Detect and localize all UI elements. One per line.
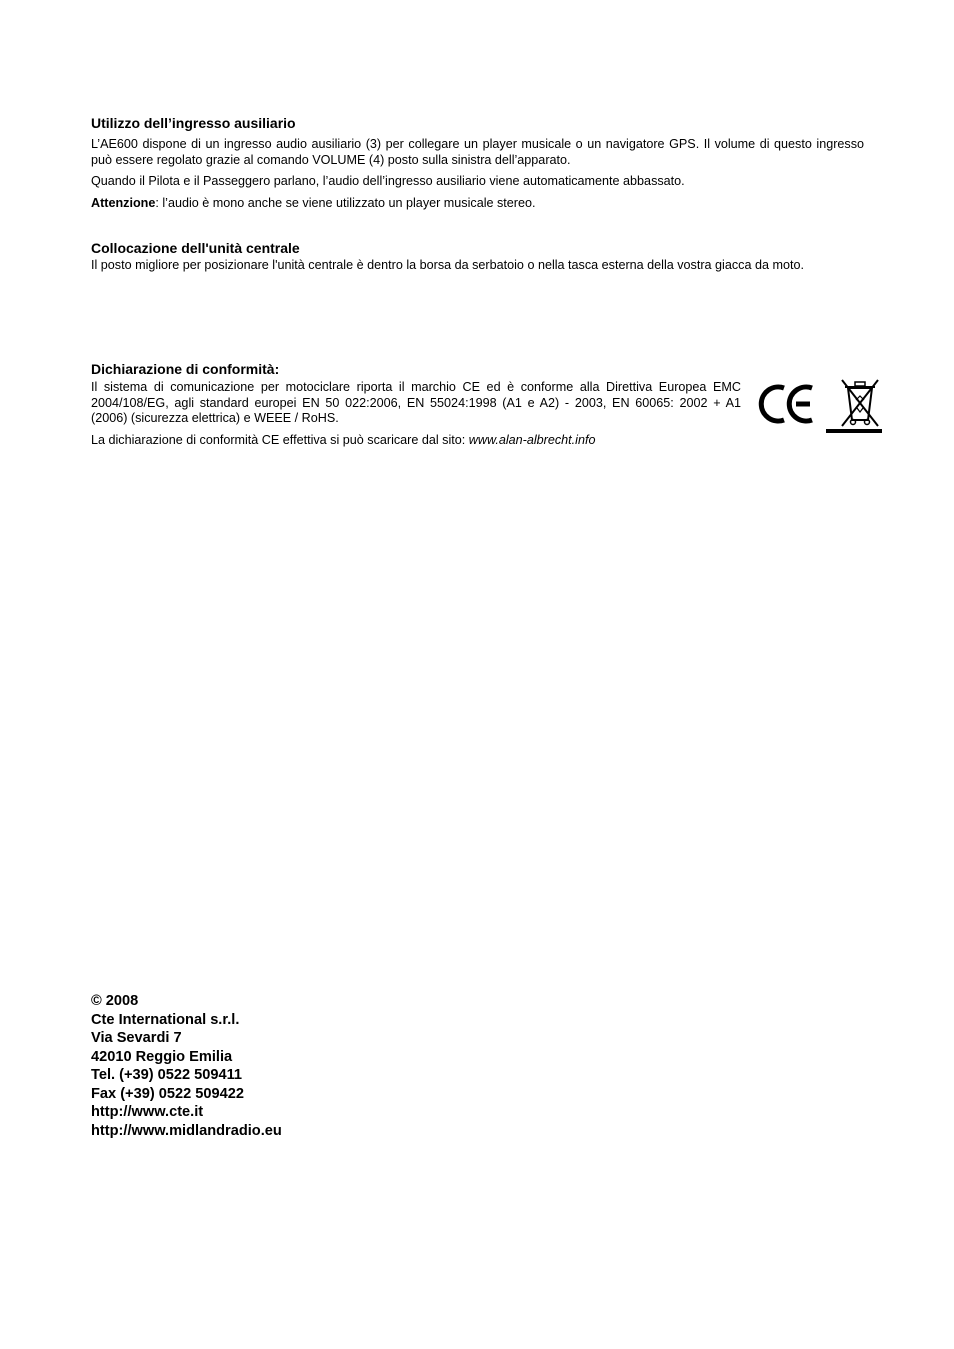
paragraph: Il sistema di comunicazione per motociclare riporta il marchio CE ed è conforme alla Direttiva Europea EMC 2004/108/EG, agli standard europei EN 50 022:2006, EN 55024:1998 (A1 e A2) - 2003, EN 60065: 2002 + A1 (2006) (sicurezza elettrica) e WEEE / RoHS.: [91, 380, 741, 426]
phone: Tel. (+39) 0522 509411: [91, 1067, 243, 1083]
download-text: La dichiarazione di conformità CE effettiva si può scaricare dal sito:: [91, 432, 469, 447]
ce-mark-icon: [761, 387, 812, 421]
company-contacts: [91, 992, 282, 1140]
section-aux-input: [91, 115, 864, 217]
conformity-marks: [756, 374, 884, 436]
warning-label: Attenzione: [91, 195, 156, 210]
section-placement: [91, 240, 864, 274]
website-link[interactable]: http://www.cte.it: [91, 1104, 204, 1120]
paragraph: [91, 433, 741, 449]
fax: Fax (+39) 0522 509422: [91, 1085, 244, 1102]
paragraph: [91, 196, 864, 212]
address-street: Via Sevardi 7: [91, 1030, 182, 1046]
website-link[interactable]: http://www.midlandradio.eu: [91, 1122, 282, 1139]
section-title: Utilizzo dell’ingresso ausiliario: [91, 115, 296, 131]
paragraph: Il posto migliore per posizionare l'unità centrale è dentro la borsa da serbatoio o nella tasca esterna della vostra giacca da moto.: [91, 258, 804, 272]
copyright: © 2008: [91, 993, 139, 1009]
website-link[interactable]: www.alan-albrecht.info: [468, 432, 596, 447]
warning-text: : l’audio è mono anche se viene utilizzato un player musicale stereo.: [155, 195, 536, 210]
section-declaration: [91, 361, 741, 448]
paragraph: L’AE600 dispone di un ingresso audio ausiliario (3) per collegare un player musicale o un navigatore GPS. Il volume di questo ingresso può essere regolato grazie al comando VOLUME (4) posto sulla sinistra dell’apparato.: [91, 137, 864, 167]
weee-crossed-bin-icon: [826, 380, 882, 433]
address-city: 42010 Reggio Emilia: [91, 1048, 233, 1065]
section-title: Dichiarazione di conformità:: [91, 361, 280, 377]
company-name: Cte International s.r.l.: [91, 1011, 240, 1028]
paragraph: Quando il Pilota e il Passeggero parlano, l’audio dell’ingresso ausiliario viene automaticamente abbassato.: [91, 174, 685, 189]
section-title: Collocazione dell'unità centrale: [91, 240, 300, 256]
